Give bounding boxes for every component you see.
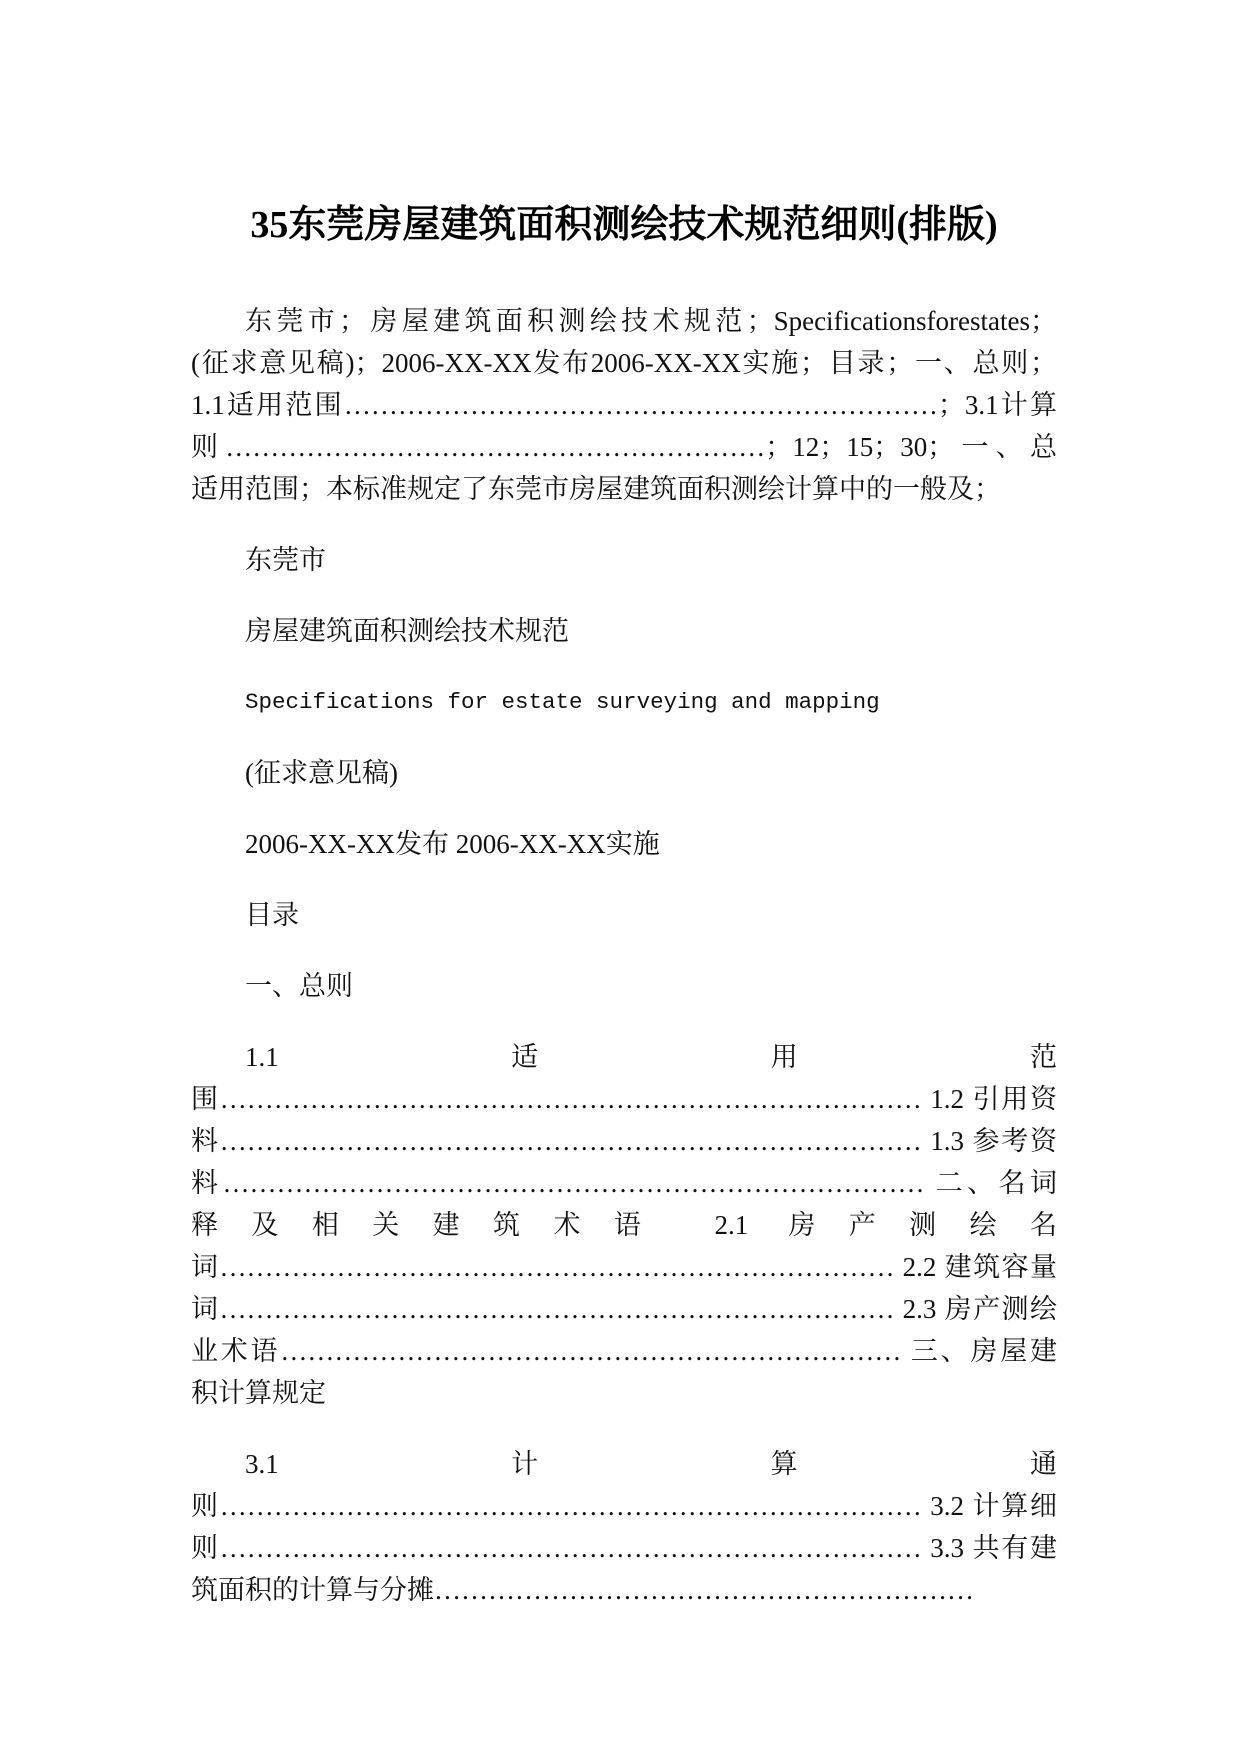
toc-line: 释及相关建筑术语 2.1 房产测绘名	[191, 1210, 1057, 1240]
standard-title-cn-paragraph	[191, 610, 1057, 652]
city-name: 东莞市	[245, 545, 326, 575]
toc-line: 词………………………………………………………………… 2.3 房产测绘	[191, 1294, 1057, 1324]
standard-title-cn: 房屋建筑面积测绘技术规范	[245, 616, 569, 646]
toc-line: 筑面积的计算与分摊……………………………………………………	[191, 1575, 974, 1605]
city-name-paragraph	[191, 539, 1057, 581]
summary-line: 1.1适用范围…………………………………………………………；3.1计算	[191, 390, 1057, 420]
toc-line: 1.1适用范	[245, 1042, 1057, 1072]
toc-chapter-heading: 一、总则	[245, 971, 353, 1001]
toc-line: 积计算规定	[191, 1378, 326, 1408]
summary-line: 适用范围；本标准规定了东莞市房屋建筑面积测绘计算中的一般及；	[191, 474, 1001, 504]
toc-line: 业术语…………………………………………………………… 三、房屋建	[191, 1336, 1057, 1366]
toc-chapter-heading-paragraph	[191, 965, 1057, 1007]
toc-line: 3.1计算通	[245, 1449, 1057, 1479]
document-title: 35东莞房屋建筑面积测绘技术规范细则(排版)	[250, 204, 998, 246]
toc-entries-block	[191, 1036, 1057, 1414]
toc-line: 词………………………………………………………………… 2.2 建筑容量	[191, 1252, 1057, 1282]
toc-line: 料…………………………………………………………………… 1.3 参考资	[191, 1126, 1057, 1156]
summary-line: 东莞市；房屋建筑面积测绘技术规范；Specificationsforestates；	[245, 306, 1057, 336]
standard-title-en-paragraph	[191, 681, 1057, 723]
summary-paragraph	[191, 300, 1057, 510]
toc-line: 围…………………………………………………………………… 1.2 引用资	[191, 1084, 1057, 1114]
release-dates: 2006-XX-XX发布 2006-XX-XX实施	[245, 829, 660, 859]
summary-line: 则……………………………………………………；12；15；30；一、总	[191, 432, 1057, 462]
release-dates-paragraph	[191, 823, 1057, 865]
draft-note: (征求意见稿)	[245, 758, 398, 788]
toc-line: 则…………………………………………………………………… 3.3 共有建	[191, 1533, 1057, 1563]
toc-heading-paragraph	[191, 894, 1057, 936]
summary-line: (征求意见稿)；2006-XX-XX发布2006-XX-XX实施；目录；一、总则；	[191, 348, 1057, 378]
toc-line: 则…………………………………………………………………… 3.2 计算细	[191, 1491, 1057, 1521]
document-body	[191, 195, 1057, 1640]
standard-title-en: Specifications for estate surveying and mapping	[245, 689, 880, 715]
toc-heading: 目录	[245, 900, 299, 930]
toc-line: 料…………………………………………………………………… 二、名词	[191, 1168, 1057, 1198]
draft-note-paragraph	[191, 752, 1057, 794]
toc-entries-block	[191, 1443, 1057, 1611]
